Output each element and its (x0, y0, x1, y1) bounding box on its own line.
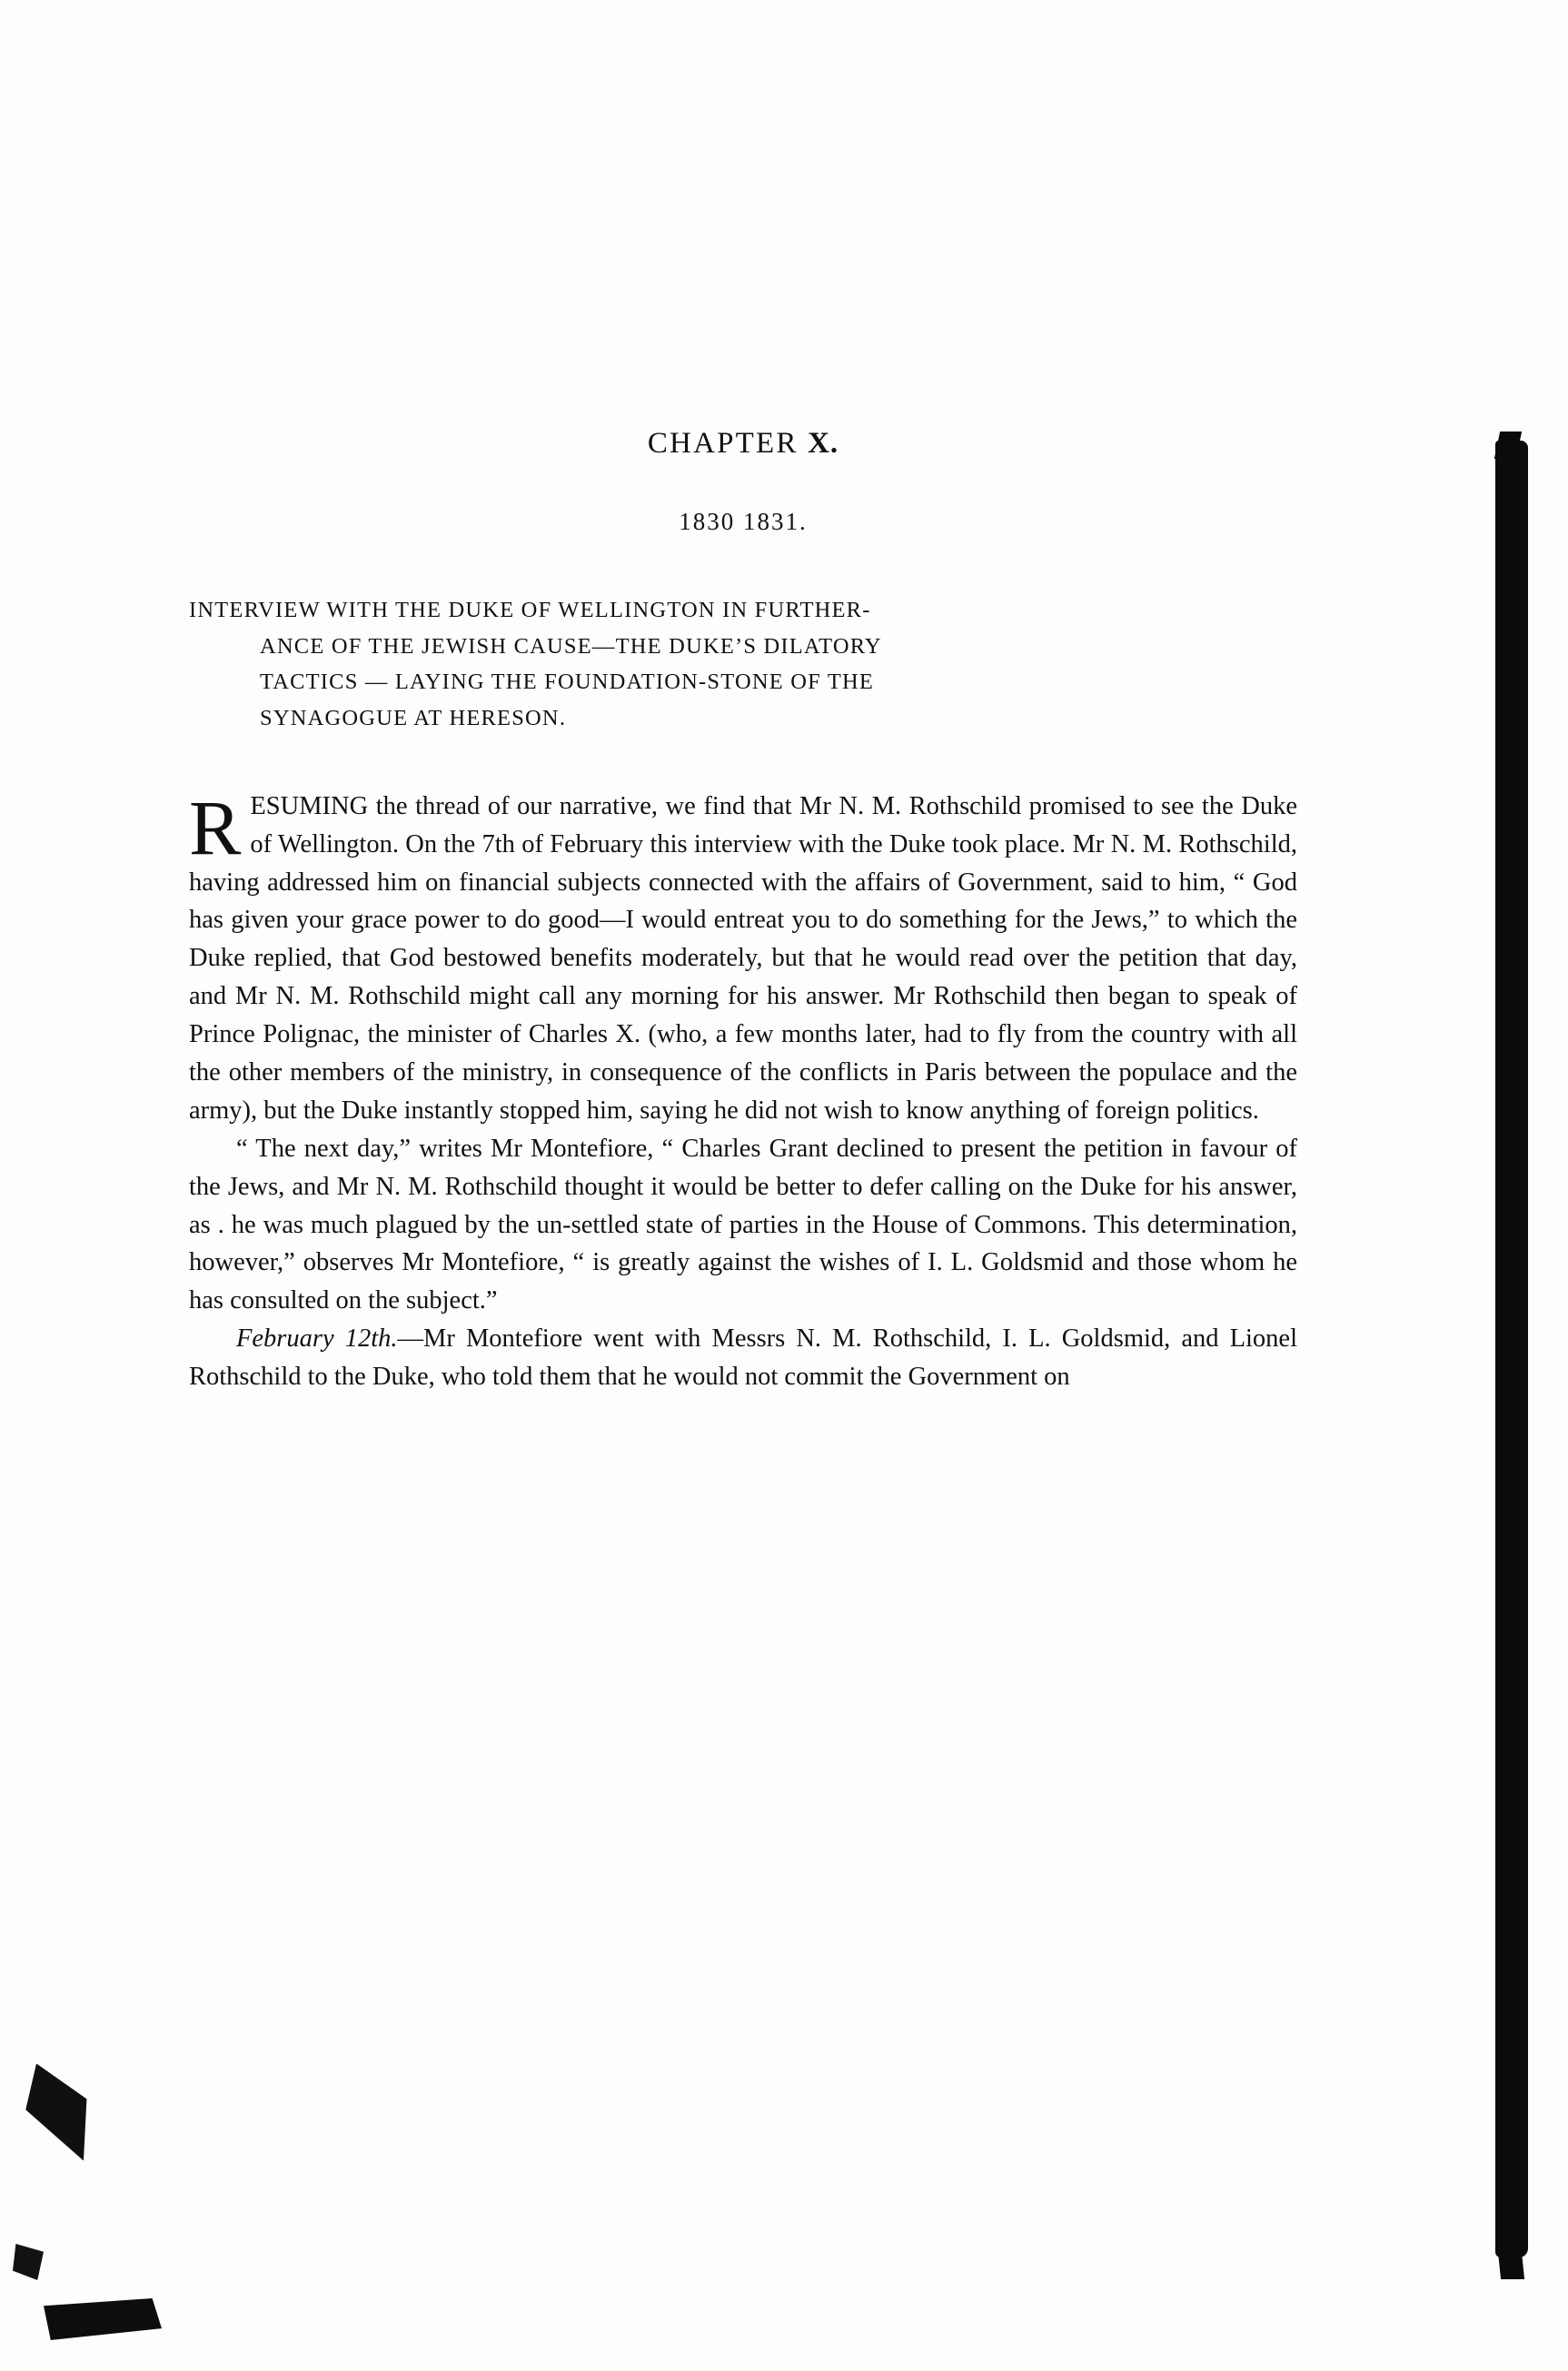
scan-artifact-lower-left-c (44, 2298, 162, 2340)
paragraph-3 (189, 1320, 1297, 1396)
chapter-summary (189, 592, 1297, 737)
summary-line-2: ANCE OF THE JEWISH CAUSE—THE DUKE’S DILATORY (260, 633, 882, 659)
summary-line-3: TACTICS — LAYING THE FOUNDATION-STONE OF THE (260, 670, 875, 695)
scan-artifact-right-edge (1495, 441, 1528, 2257)
paragraph-3-date: February 12th. (236, 1324, 398, 1354)
body-text (189, 783, 1297, 1396)
chapter-number: X. (808, 427, 839, 460)
paragraph-1 (189, 783, 1297, 1130)
summary-line-1: INTERVIEW WITH THE DUKE OF WELLINGTON IN FURTHER- (189, 598, 871, 622)
paragraph-2 (189, 1130, 1297, 1320)
summary-line-4: SYNAGOGUE AT HERESON. (260, 706, 567, 731)
chapter-label: CHAPTER (647, 427, 799, 460)
page-content (189, 427, 1297, 1396)
chapter-years: 1830 1831. (679, 508, 808, 535)
paragraph-1-text: ESUMING the thread of our narrative, we find that Mr N. M. Rothschild promised to see the Duke of Wellington. On the 7th of February this interview with the Duke took place. Mr N. M. Rothschild, having addressed him on financial subjects connected with the affairs of Government, said to him, “ God has given your grace power to do good—I would entreat you to do something for the Jews,” to which the Duke replied, that God bestowed benefits moderately, but that he would read over the petition that day, and Mr N. M. Rothschild might call any morning for his answer. Mr Rothschild then began to speak of Prince Polignac, the minister of Charles X. (who, a few months later, had to fly from the country with all the other members of the ministry, in consequence of the conflicts in Paris between the populace and the army), but the Duke instantly stopped him, saying he did not wish to know anything of foreign politics. (189, 791, 1297, 1125)
paragraph-2-text: “ The next day,” writes Mr Montefiore, “ Charles Grant declined to present the petition in favour of the Jews, and Mr N. M. Rothschild thought it would be better to defer calling on the Duke for his answer, as . he was much plagued by the un-settled state of parties in the House of Commons. This determination, however,” observes Mr Montefiore, “ is greatly against the wishes of I. L. Goldsmid and those whom he has consulted on the subject.” (189, 1134, 1297, 1315)
drop-cap-letter: R (189, 783, 242, 871)
chapter-heading (189, 427, 1297, 461)
paragraph-3-text: —Mr Montefiore went with Messrs N. M. Rothschild, I. L. Goldsmid, and Lionel Rothschild to the Duke, who told them that he would not commit the Government on (189, 1324, 1297, 1392)
scan-artifact-lower-left-b (13, 2244, 44, 2280)
scan-artifact-lower-left-a (6, 2064, 114, 2161)
